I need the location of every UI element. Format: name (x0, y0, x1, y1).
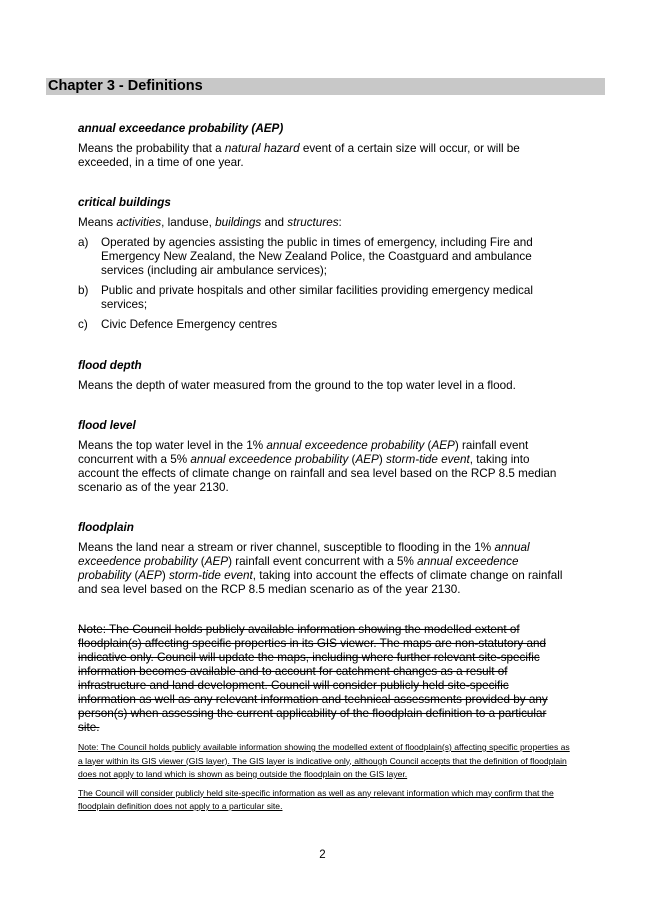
list-item (78, 236, 570, 278)
list-marker: b) (78, 284, 89, 297)
term-aep: annual exceedance probability (AEP) (78, 122, 284, 135)
list-marker: a) (78, 236, 89, 249)
list-item-text: Civic Defence Emergency centres (101, 318, 278, 331)
deleted-note-text: Note: The Council holds publicly available information showing the modelled extent of floodplain(s) affecting specific properties in its GIS viewer. The maps are non-statutory and indicative only. Council will update the maps, including where further relevant site-specific information becomes available and to account for catchment changes as a result of infrastructure and land development. Council will consider publicly held site-specific information as well as any relevant information and technical assessments provided by any person(s) when assessing the current applicability of the floodplain definition to a particular site. (78, 623, 548, 734)
definition-text: Means activities, landuse, buildings and structures: (78, 216, 342, 229)
definition-flood-depth (78, 359, 570, 393)
list-item-text: Operated by agencies assisting the public in times of emergency, including Fire and Emergency New Zealand, the New Zealand Police, the Coastguard and ambulance services (including air ambulance services); (101, 236, 533, 277)
definition-text: Means the probability that a natural hazard event of a certain size will occur, or will be exceeded, in a time of one year. (78, 142, 520, 169)
inserted-note-text-1: Note: The Council holds publicly available information showing the modelled extent of floodplain(s) affecting specific properties as a layer within its GIS viewer (GIS layer). The GIS layer is indicative only, although Council accepts that the definition of floodplain does not apply to land which is shown as being outside the floodplain on the GIS layer. (78, 742, 570, 779)
list-item (78, 284, 570, 312)
term-flood-level: flood level (78, 419, 136, 432)
definition-flood-level (78, 419, 570, 495)
definition-critical-buildings (78, 196, 570, 332)
inserted-note-text-2: The Council will consider publicly held site-specific information as well as any relevant information which may confirm that the floodplain definition does not apply to a particular site. (78, 787, 554, 811)
inserted-note (78, 741, 570, 814)
list-item (78, 318, 570, 332)
definition-text: Means the land near a stream or river channel, susceptible to flooding in the 1% annual exceedence probability (AEP) rainfall event concurrent with a 5% annual exceedence probability (AEP) storm-tide event, taking into account the effects of climate change on rainfall and sea level based on the RCP 8.5 median scenario as of the year 2130. (78, 541, 563, 596)
definition-text: Means the top water level in the 1% annual exceedence probability (AEP) rainfall event concurrent with a 5% annual exceedence probability (AEP) storm-tide event, taking into account the effects of climate change on rainfall and sea level based on the RCP 8.5 median scenario as of the year 2130. (78, 439, 557, 494)
term-floodplain: floodplain (78, 521, 134, 534)
list-item-text: Public and private hospitals and other similar facilities providing emergency medical services; (101, 284, 533, 311)
chapter-title: Chapter 3 - Definitions (48, 78, 203, 94)
list-marker: c) (78, 318, 88, 331)
definition-aep (78, 122, 570, 170)
definition-text: Means the depth of water measured from the ground to the top water level in a flood. (78, 379, 516, 392)
term-critical-buildings: critical buildings (78, 196, 171, 209)
page-number: 2 (319, 849, 326, 861)
term-flood-depth: flood depth (78, 359, 142, 372)
deleted-note (78, 623, 563, 735)
definition-floodplain (78, 521, 570, 597)
